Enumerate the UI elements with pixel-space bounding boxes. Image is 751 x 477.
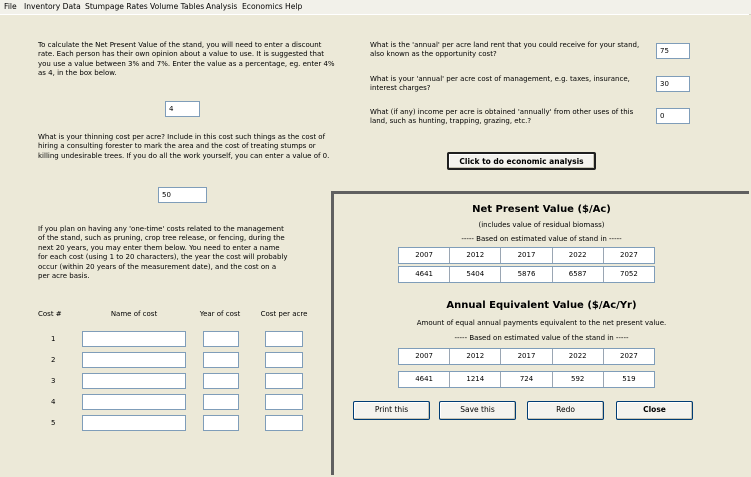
menu-stumpage-rates[interactable]: Stumpage Rates <box>85 2 148 11</box>
aev-basis: ----- Based on estimated value of the stand in ----- <box>454 334 629 342</box>
header-cost-number: Cost # <box>38 310 62 318</box>
menu-file[interactable]: File <box>4 2 17 11</box>
aev-value-cell: 519 <box>622 375 636 383</box>
cost-year-input[interactable] <box>203 394 239 410</box>
cost-per-acre-input[interactable] <box>265 331 303 347</box>
aev-subtitle: Amount of equal annual payments equivalent to the net present value. <box>416 319 667 327</box>
aev-year-cell: 2007 <box>399 349 450 364</box>
npv-value-cell: 5876 <box>501 267 552 282</box>
cost-row-number: 3 <box>51 377 56 385</box>
cost-row-number: 1 <box>51 335 56 343</box>
aev-value-cell: 4641 <box>399 372 450 387</box>
cost-row-number: 2 <box>51 356 56 364</box>
npv-subtitle: (includes value of residual biomass) <box>478 221 605 229</box>
npv-value-cell: 5404 <box>450 267 501 282</box>
aev-title: Annual Equivalent Value ($/Ac/Yr) <box>446 300 637 311</box>
aev-year-cell: 2017 <box>501 349 552 364</box>
npv-year-cell: 2007 <box>399 248 450 263</box>
cost-name-input[interactable] <box>82 352 186 368</box>
header-cost-year: Year of cost <box>199 310 241 318</box>
discount-rate-instructions: To calculate the Net Present Value of the stand, you will need to enter a discount rate. Each person has their own opinion about a value to use. It is suggested that you use a value between 3% and 7%. Enter the value as a percentage, eg. enter 4% as 4, in the box below. <box>38 41 335 78</box>
close-button[interactable]: Close <box>616 401 693 420</box>
cost-per-acre-input[interactable] <box>265 352 303 368</box>
npv-year-cell: 2017 <box>501 248 552 263</box>
menu-analysis[interactable]: Analysis <box>206 2 238 11</box>
cost-per-acre-input[interactable] <box>265 394 303 410</box>
cost-per-acre-input[interactable] <box>265 415 303 431</box>
redo-button[interactable]: Redo <box>527 401 604 420</box>
npv-value-cell: 7052 <box>620 270 638 278</box>
npv-value-cell: 6587 <box>553 267 604 282</box>
menu-volume-tables[interactable]: Volume Tables <box>150 2 205 11</box>
npv-values-row <box>398 266 655 283</box>
land-rent-question: What is the 'annual' per acre land rent that you could receive for your stand, also known as the opportunity cost? <box>370 41 640 59</box>
npv-value-cell: 4641 <box>399 267 450 282</box>
header-cost-name: Name of cost <box>110 310 158 318</box>
do-economic-analysis-button[interactable]: Click to do economic analysis <box>447 152 596 170</box>
save-button[interactable]: Save this <box>439 401 516 420</box>
cost-row-number: 5 <box>51 419 56 427</box>
thinning-cost-instructions: What is your thinning cost per acre? Include in this cost such things as the cost of hiring a consulting forester to mark the area and the cost of treating stumps or killing undesirable trees. If you do all the work yourself, you can enter a value of 0. <box>38 133 330 160</box>
header-cost-per-acre: Cost per acre <box>260 310 308 318</box>
aev-year-cell: 2012 <box>450 349 501 364</box>
npv-year-cell: 2027 <box>620 251 638 259</box>
cost-year-input[interactable] <box>203 415 239 431</box>
menu-economics[interactable]: Economics <box>242 2 283 11</box>
cost-year-input[interactable] <box>203 352 239 368</box>
npv-year-cell: 2012 <box>450 248 501 263</box>
npv-basis: ----- Based on estimated value of stand in ----- <box>461 235 622 243</box>
npv-year-cell: 2022 <box>553 248 604 263</box>
print-button[interactable]: Print this <box>353 401 430 420</box>
one-time-costs-instructions: If you plan on having any 'one-time' costs related to the management of the stand, such as pruning, crop tree release, or fencing, during the next 20 years, you may enter them below. You need to enter a name for each cost (using 1 to 20 characters), the year the cost will probably occur (within 20 years of the measurement date), and the cost on a per acre basis. <box>38 225 288 281</box>
aev-years-row <box>398 348 655 365</box>
aev-year-cell: 2022 <box>553 349 604 364</box>
management-cost-input[interactable]: 30 <box>656 76 690 92</box>
other-income-question: What (if any) income per acre is obtained 'annually' from other uses of this land, such as hunting, trapping, grazing, etc.? <box>370 108 634 126</box>
cost-year-input[interactable] <box>203 373 239 389</box>
cost-name-input[interactable] <box>82 331 186 347</box>
results-panel <box>331 191 749 475</box>
cost-year-input[interactable] <box>203 331 239 347</box>
aev-value-cell: 724 <box>501 372 552 387</box>
land-rent-input[interactable]: 75 <box>656 43 690 59</box>
npv-years-row <box>398 247 655 264</box>
aev-value-cell: 1214 <box>450 372 501 387</box>
aev-values-row <box>398 371 655 388</box>
discount-rate-input[interactable]: 4 <box>165 101 200 117</box>
aev-year-cell: 2027 <box>620 352 638 360</box>
aev-value-cell: 592 <box>553 372 604 387</box>
npv-title: Net Present Value ($/Ac) <box>472 204 611 215</box>
other-income-input[interactable]: 0 <box>656 108 690 124</box>
cost-per-acre-input[interactable] <box>265 373 303 389</box>
cost-row-number: 4 <box>51 398 56 406</box>
cost-name-input[interactable] <box>82 373 186 389</box>
menu-help[interactable]: Help <box>285 2 303 11</box>
cost-name-input[interactable] <box>82 415 186 431</box>
thinning-cost-input[interactable]: 50 <box>158 187 207 203</box>
management-cost-question: What is your 'annual' per acre cost of management, e.g. taxes, insurance, interest charges? <box>370 75 630 93</box>
menu-bar <box>0 0 751 15</box>
cost-name-input[interactable] <box>82 394 186 410</box>
menu-inventory-data[interactable]: Inventory Data <box>24 2 81 11</box>
